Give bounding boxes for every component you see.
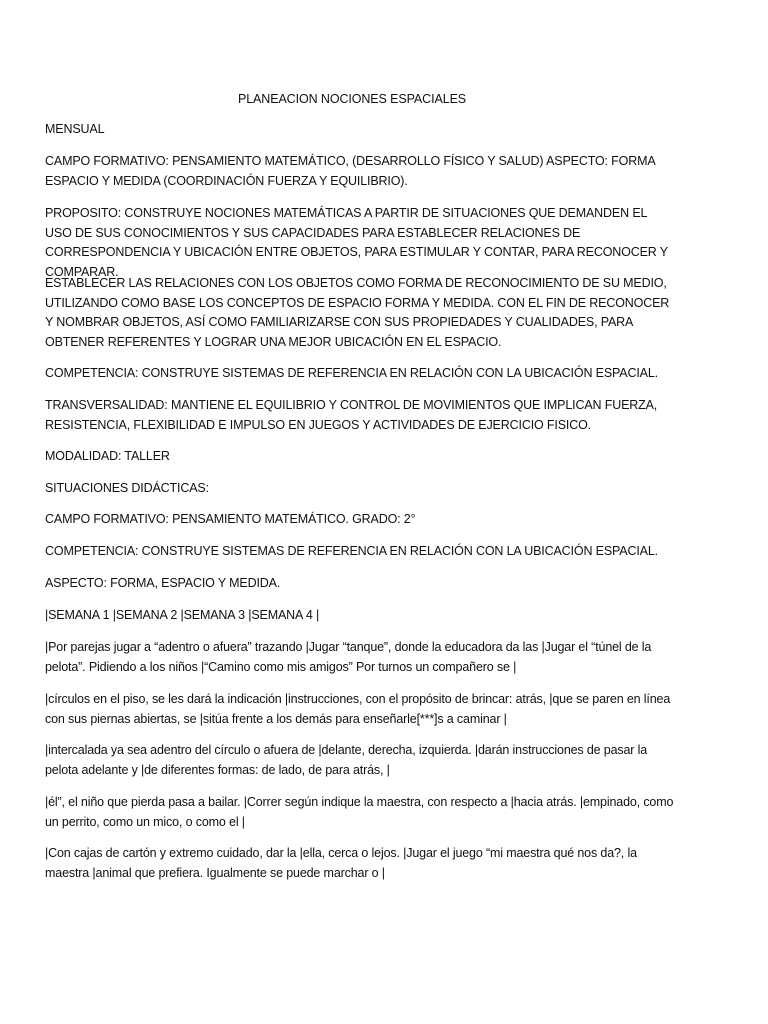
paragraph-situaciones-didacticas: SITUACIONES DIDÁCTICAS: <box>45 481 209 495</box>
paragraph-campo-formativo: CAMPO FORMATIVO: PENSAMIENTO MATEMÁTICO, (DESARROLLO FÍSICO Y SALUD) ASPECTO: FORMA ESPACIO Y MEDIDA (COORDINACIÓN FUERZA Y EQUILIBRIO). <box>45 154 655 188</box>
paragraph-campo-grado: CAMPO FORMATIVO: PENSAMIENTO MATEMÁTICO. GRADO: 2° <box>45 512 416 526</box>
paragraph-proposito: PROPOSITO: CONSTRUYE NOCIONES MATEMÁTICAS A PARTIR DE SITUACIONES QUE DEMANDEN EL USO DE SUS CONOCIMIENTOS Y SUS CAPACIDADES PARA ESTABLECER RELACIONES DE CORRESPONDENCIA Y UBICACIÓN ENTRE OBJETOS, PARA ESTIMULAR Y CONTAR, PARA RECONOCER Y COMPARAR. <box>45 206 668 279</box>
paragraph-activity-row-3: |intercalada ya sea adentro del círculo o afuera de |delante, derecha, izquierda. |darán instrucciones de pasar la pelota adelante y |de diferentes formas: de lado, de para atrás, | <box>45 743 648 777</box>
paragraph-weeks-header: |SEMANA 1 |SEMANA 2 |SEMANA 3 |SEMANA 4 | <box>45 608 320 622</box>
paragraph-activity-row-4: |él”, el niño que pierda pasa a bailar. |Correr según indique la maestra, con respecto a |hacia atrás. |empinado, como un perrito, como un mico, o como el | <box>45 795 674 829</box>
paragraph-activity-row-2: |círculos en el piso, se les dará la indicación |instrucciones, con el propósito de brincar: atrás, |que se paren en línea con sus piernas abiertas, se |sitúa frente a los demás para enseñarle[***]s a caminar | <box>45 692 671 726</box>
paragraph-periodicity: MENSUAL <box>45 122 105 136</box>
document-title: PLANEACION NOCIONES ESPACIALES <box>237 92 467 106</box>
paragraph-competencia-2: COMPETENCIA: CONSTRUYE SISTEMAS DE REFERENCIA EN RELACIÓN CON LA UBICACIÓN ESPACIAL. <box>45 544 658 558</box>
paragraph-relaciones: ESTABLECER LAS RELACIONES CON LOS OBJETOS COMO FORMA DE RECONOCIMIENTO DE SU MEDIO, UTILIZANDO COMO BASE LOS CONCEPTOS DE ESPACIO FORMA Y MEDIDA. CON EL FIN DE RECONOCER Y NOMBRAR OBJETOS, ASÍ COMO FAMILIARIZARSE CON SUS PROPIEDADES Y CUALIDADES, PARA OBTENER REFERENTES Y LOGRAR UNA MEJOR UBICACIÓN EN EL ESPACIO. <box>45 276 670 349</box>
paragraph-aspecto: ASPECTO: FORMA, ESPACIO Y MEDIDA. <box>45 576 281 590</box>
paragraph-activity-row-5: |Con cajas de cartón y extremo cuidado, dar la |ella, cerca o lejos. |Jugar el juego “mi maestra qué nos da?, la maestra |animal que prefiera. Igualmente se puede marchar o | <box>45 846 637 880</box>
paragraph-competencia: COMPETENCIA: CONSTRUYE SISTEMAS DE REFERENCIA EN RELACIÓN CON LA UBICACIÓN ESPACIAL. <box>45 366 658 380</box>
paragraph-modalidad: MODALIDAD: TALLER <box>45 449 170 463</box>
paragraph-transversalidad: TRANSVERSALIDAD: MANTIENE EL EQUILIBRIO Y CONTROL DE MOVIMIENTOS QUE IMPLICAN FUERZA, RESISTENCIA, FLEXIBILIDAD E IMPULSO EN JUEGOS Y ACTIVIDADES DE EJERCICIO FISICO. <box>45 398 658 432</box>
paragraph-activity-row-1: |Por parejas jugar a “adentro o afuera” trazando |Jugar “tanque”, donde la educadora da las |Jugar el “túnel de la pelota”. Pidiendo a los niños |“Camino como mis amigos” Por turnos un compañero se | <box>45 640 652 674</box>
